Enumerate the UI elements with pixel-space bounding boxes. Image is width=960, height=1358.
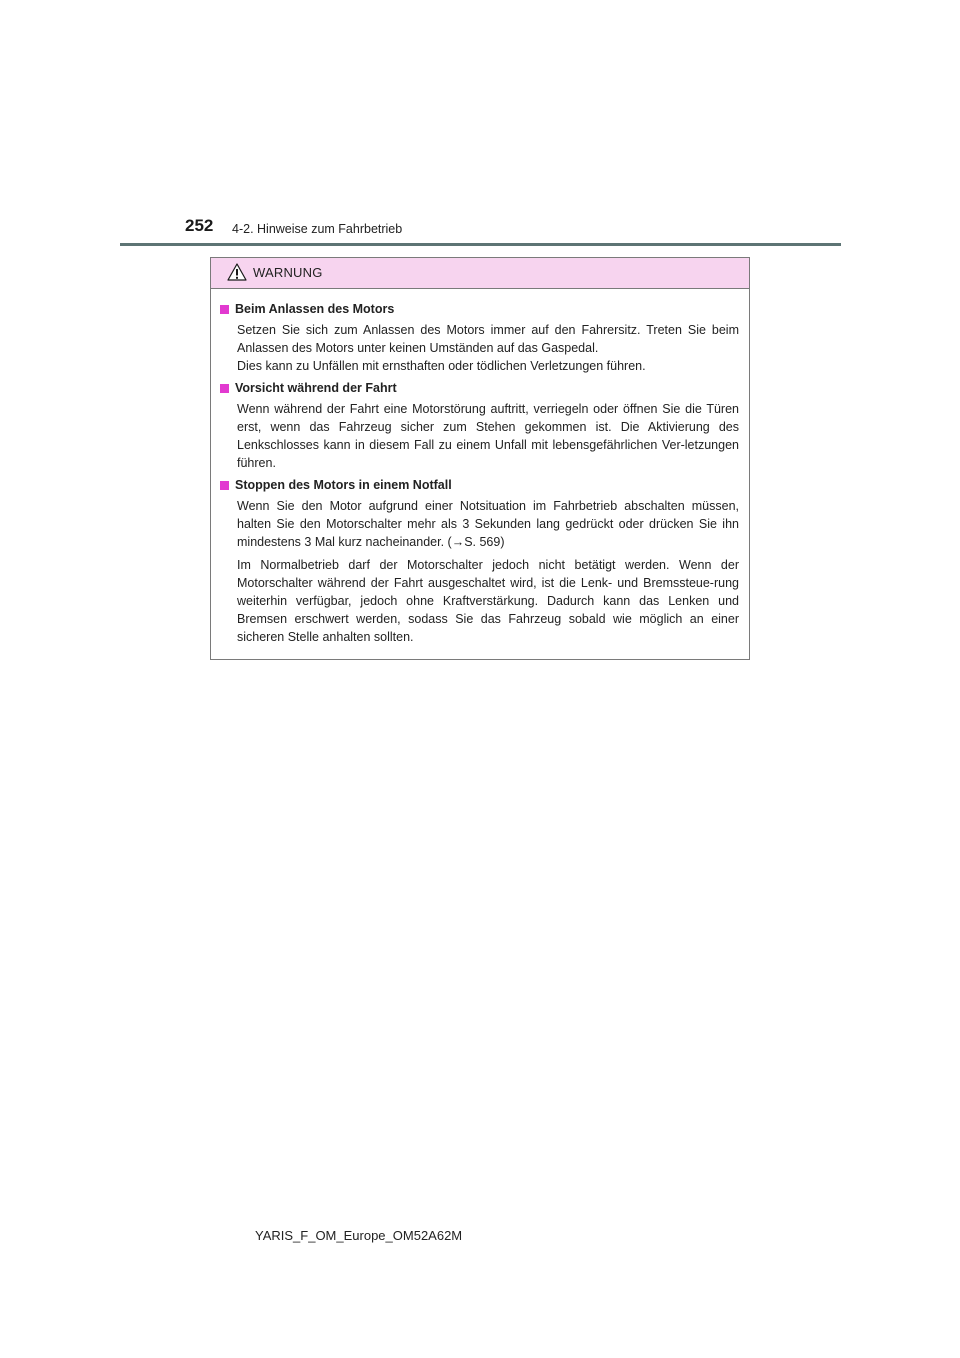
warning-header [211,258,749,289]
warning-title: WARNUNG [253,265,323,280]
square-bullet-icon [220,481,229,490]
page-number: 252 [185,216,214,235]
item-heading-text: Beim Anlassen des Motors [235,302,395,316]
section-title: 4-2. Hinweise zum Fahrbetrieb [232,222,403,236]
warning-body [211,289,749,646]
footer-document-code: YARIS_F_OM_Europe_OM52A62M [255,1228,463,1243]
item-heading [220,380,739,397]
paragraph: Dies kann zu Unfällen mit ernsthaften oder tödlichen Verletzungen führen. [237,359,646,373]
item-heading-text: Vorsicht während der Fahrt [235,381,397,395]
square-bullet-icon [220,384,229,393]
paragraph: Setzen Sie sich zum Anlassen des Motors immer auf den Fahrersitz. Treten Sie beim Anlassen des Motors unter keinen Umständen auf das Gaspedal. [237,323,739,355]
paragraph: Im Normalbetrieb darf der Motorschalter jedoch nicht betätigt werden. Wenn der Motorschalter während der Fahrt ausgeschaltet wird, ist die Lenk- und Bremssteue-rung weiterhin verfügbar, jedoch ohne Kraftverstärkung. Dadurch kann das Lenken und Bremsen erschwert werden, sodass Sie das Fahrzeug sobald wie möglich an einer sicheren Stelle anhalten sollten. [237,558,739,644]
paragraph: Wenn während der Fahrt eine Motorstörung auftritt, verriegeln oder öffnen Sie die Türen erst, wenn das Fahrzeug sicher zum Stehen gekommen ist. Die Aktivierung des Lenkschlosses kann in diesem Fall zu einem Unfall mit lebensgefährlichen Ver-letzungen führen. [237,402,739,470]
item-heading-text: Stoppen des Motors in einem Notfall [235,478,452,492]
item-heading [220,477,739,494]
warning-triangle-icon [227,263,247,281]
paragraph: Wenn Sie den Motor aufgrund einer Notsituation im Fahrbetrieb abschalten müssen, halten Sie den Motorschalter mehr als 3 Sekunden lang gedrückt oder drücken Sie ihn mindestens 3 Mal kurz nacheinander. (→S. 569) [237,499,739,549]
square-bullet-icon [220,305,229,314]
header-rule [120,243,841,246]
item-heading [220,301,739,318]
warning-box [210,257,750,660]
